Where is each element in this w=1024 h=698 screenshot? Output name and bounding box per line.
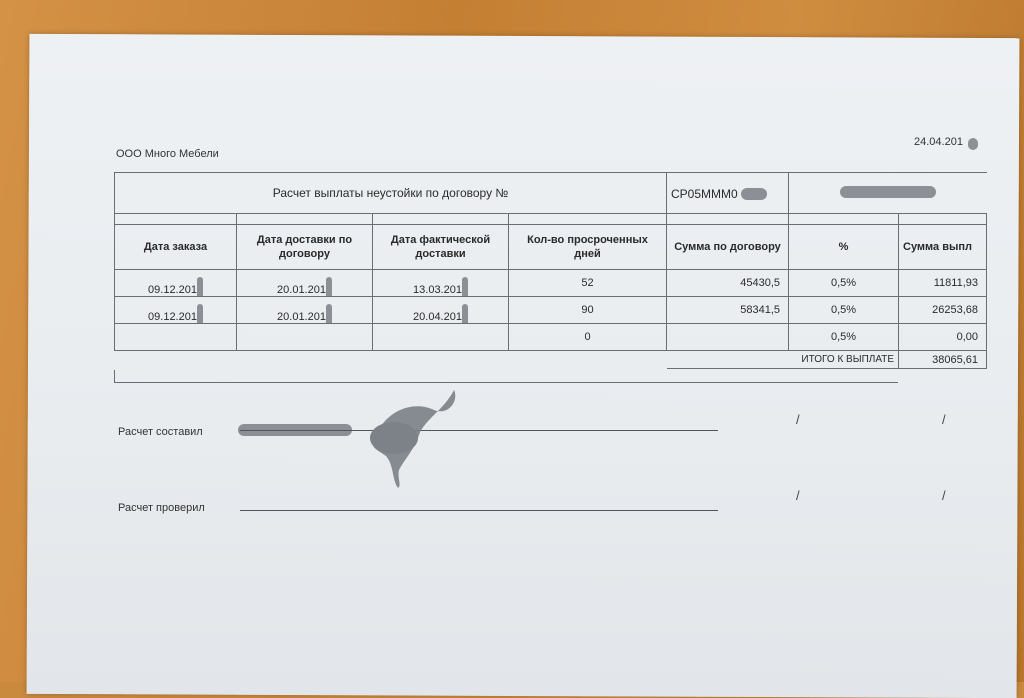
actual-delivery-date (373, 324, 509, 351)
total-row (115, 351, 987, 369)
contract-delivery-date: 20.01.201 (277, 310, 326, 323)
contract-amount: 45430,5 (667, 270, 789, 297)
payout-amount: 26253,68 (899, 297, 987, 324)
contract-delivery-date (237, 324, 373, 351)
prepared-by-label: Расчет составил (118, 426, 203, 438)
actual-delivery-date: 13.03.201 (413, 283, 462, 296)
order-date-cell (115, 297, 237, 324)
redaction-year (326, 304, 332, 324)
redaction-year (462, 304, 468, 324)
date-slash: / (942, 412, 946, 427)
redaction-year (326, 277, 332, 297)
column-header: Дата фактической доставки (373, 225, 509, 270)
contract-amount (667, 324, 789, 351)
total-value: 38065,61 (899, 351, 987, 369)
contract-code-text: СР05МММ0 (671, 186, 738, 201)
actual-delivery-cell (373, 297, 509, 324)
date-slash: / (796, 488, 800, 503)
contract-extra-cell (789, 173, 987, 214)
percent: 0,5% (789, 297, 899, 324)
document-date: 24.04.201 (914, 136, 963, 148)
date-slash: / (796, 412, 800, 427)
overdue-days: 0 (509, 324, 667, 351)
contract-code (667, 173, 789, 214)
contract-delivery-cell (237, 297, 373, 324)
column-header: Сумма по договору (667, 225, 789, 270)
redaction-contract-code (741, 188, 767, 200)
overdue-days: 90 (509, 297, 667, 324)
overdue-days: 52 (509, 270, 667, 297)
contract-delivery-date: 20.01.201 (277, 283, 326, 296)
penalty-calculation-table (114, 172, 987, 369)
checked-by-label: Расчет проверил (118, 502, 205, 514)
column-header: Дата доставки по договору (237, 225, 373, 270)
redaction-year (197, 304, 203, 324)
prepared-signature-line (240, 430, 718, 431)
redaction-year (462, 277, 468, 297)
table-title: Расчет выплаты неустойки по договору № (115, 173, 667, 214)
handwritten-signature-redacted (364, 380, 464, 490)
actual-delivery-date: 20.04.201 (413, 310, 462, 323)
checked-signature-line (240, 510, 718, 511)
total-label: ИТОГО К ВЫПЛАТЕ (667, 351, 899, 369)
header-row (115, 225, 987, 270)
title-row (115, 173, 987, 214)
order-date: 09.12.201 (148, 310, 197, 323)
redaction-contract-number (840, 186, 936, 198)
redaction-year (197, 277, 203, 297)
column-header: Дата заказа (115, 225, 237, 270)
table-row (115, 324, 987, 351)
contract-delivery-cell (237, 270, 373, 297)
percent: 0,5% (789, 324, 899, 351)
table-row (115, 270, 987, 297)
redaction-date (968, 138, 978, 150)
column-header: Кол-во просроченных дней (509, 225, 667, 270)
order-date (115, 324, 237, 351)
column-header: % (789, 225, 899, 270)
table-frame-edge (114, 370, 115, 382)
table-frame-line (114, 382, 898, 383)
company-name: ООО Много Мебели (116, 148, 219, 160)
spacer-row (115, 214, 987, 225)
contract-amount: 58341,5 (667, 297, 789, 324)
actual-delivery-cell (373, 270, 509, 297)
order-date-cell (115, 270, 237, 297)
payout-amount: 0,00 (899, 324, 987, 351)
order-date: 09.12.201 (148, 283, 197, 296)
table-row (115, 297, 987, 324)
column-header: Сумма выпл (899, 225, 987, 270)
payout-amount: 11811,93 (899, 270, 987, 297)
date-slash: / (942, 488, 946, 503)
percent: 0,5% (789, 270, 899, 297)
